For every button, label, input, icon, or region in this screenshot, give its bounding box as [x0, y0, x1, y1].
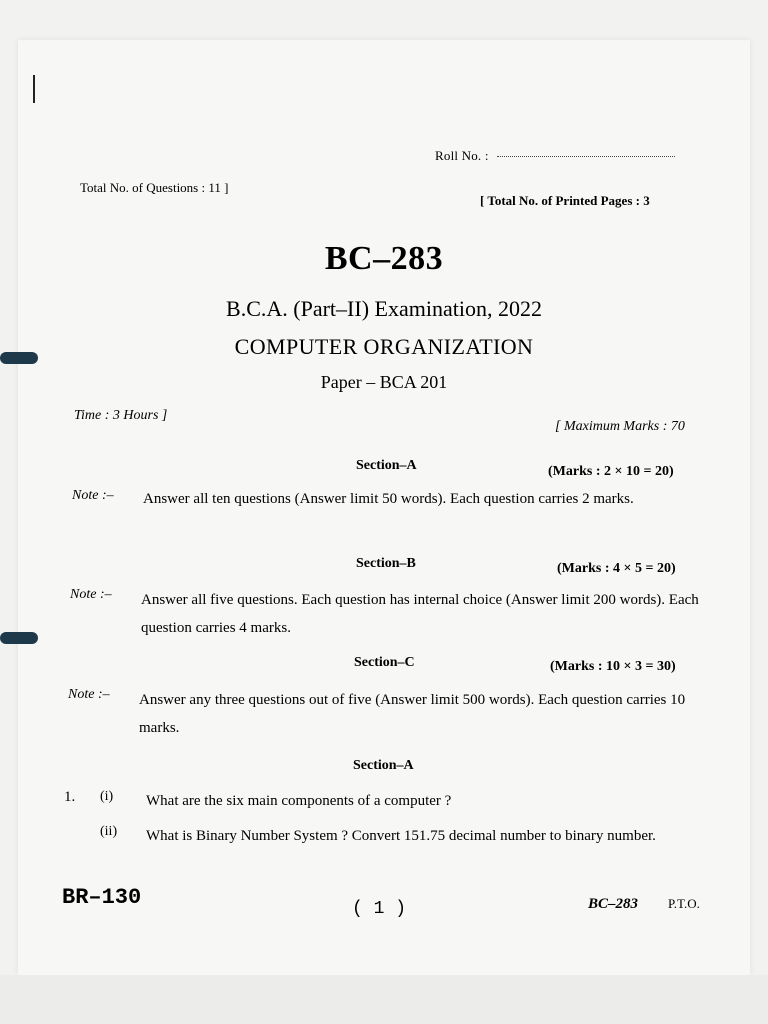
footer-paper-code: BC–283 — [588, 896, 639, 912]
section-a-note-text: Answer all ten questions (Answer limit 50 words). Each question carries 2 marks. — [143, 491, 634, 507]
question-sub-label: (i) — [100, 789, 114, 804]
footer-pto: P.T.O. — [668, 896, 700, 911]
exam-title: B.C.A. (Part–II) Examination, 2022 — [226, 296, 542, 321]
section-a-marks: (Marks : 2 × 10 = 20) — [548, 464, 674, 479]
section-b-marks: (Marks : 4 × 5 = 20) — [557, 561, 676, 576]
total-questions: Total No. of Questions : 11 ] — [80, 180, 229, 195]
question-text: What are the six main components of a computer ? — [146, 793, 452, 809]
section-c-note-label: Note :– — [68, 687, 110, 702]
questions-section-title: Section–A — [353, 758, 414, 773]
section-b-note-text: Answer all five questions. Each question has internal choice (Answer limit 200 words). Each question carries 4 marks. — [141, 592, 699, 636]
maximum-marks: [ Maximum Marks : 70 — [555, 419, 685, 434]
question-sub-label: (ii) — [100, 824, 118, 839]
section-a-title: Section–A — [356, 458, 417, 473]
section-a-note-label: Note :– — [72, 488, 114, 503]
subject-title: COMPUTER ORGANIZATION — [234, 334, 534, 359]
time-allowed: Time : 3 Hours ] — [74, 408, 168, 423]
roll-no-dots — [497, 156, 675, 157]
roll-no-field — [435, 148, 675, 164]
margin-mark — [33, 75, 35, 103]
roll-no-label: Roll No. : — [435, 148, 489, 163]
total-pages: [ Total No. of Printed Pages : 3 — [480, 193, 650, 208]
footer-series-code: BR–130 — [62, 885, 142, 910]
footer-page-number: ( 1 ) — [352, 899, 407, 919]
section-b-note-label: Note :– — [70, 587, 112, 602]
section-c-title: Section–C — [354, 655, 415, 670]
section-b-title: Section–B — [356, 556, 416, 571]
binding-thread-bottom — [0, 632, 38, 644]
paper-code: BC–283 — [324, 240, 444, 277]
page-bottom-shadow — [0, 975, 768, 1024]
section-c-marks: (Marks : 10 × 3 = 30) — [550, 659, 676, 674]
paper-number: Paper – BCA 201 — [320, 372, 448, 392]
question-text: What is Binary Number System ? Convert 151.75 decimal number to binary number. — [146, 828, 656, 844]
question-number: 1. — [64, 789, 76, 805]
section-c-note-text: Answer any three questions out of five (Answer limit 500 words). Each question carries 10 marks. — [139, 692, 686, 736]
